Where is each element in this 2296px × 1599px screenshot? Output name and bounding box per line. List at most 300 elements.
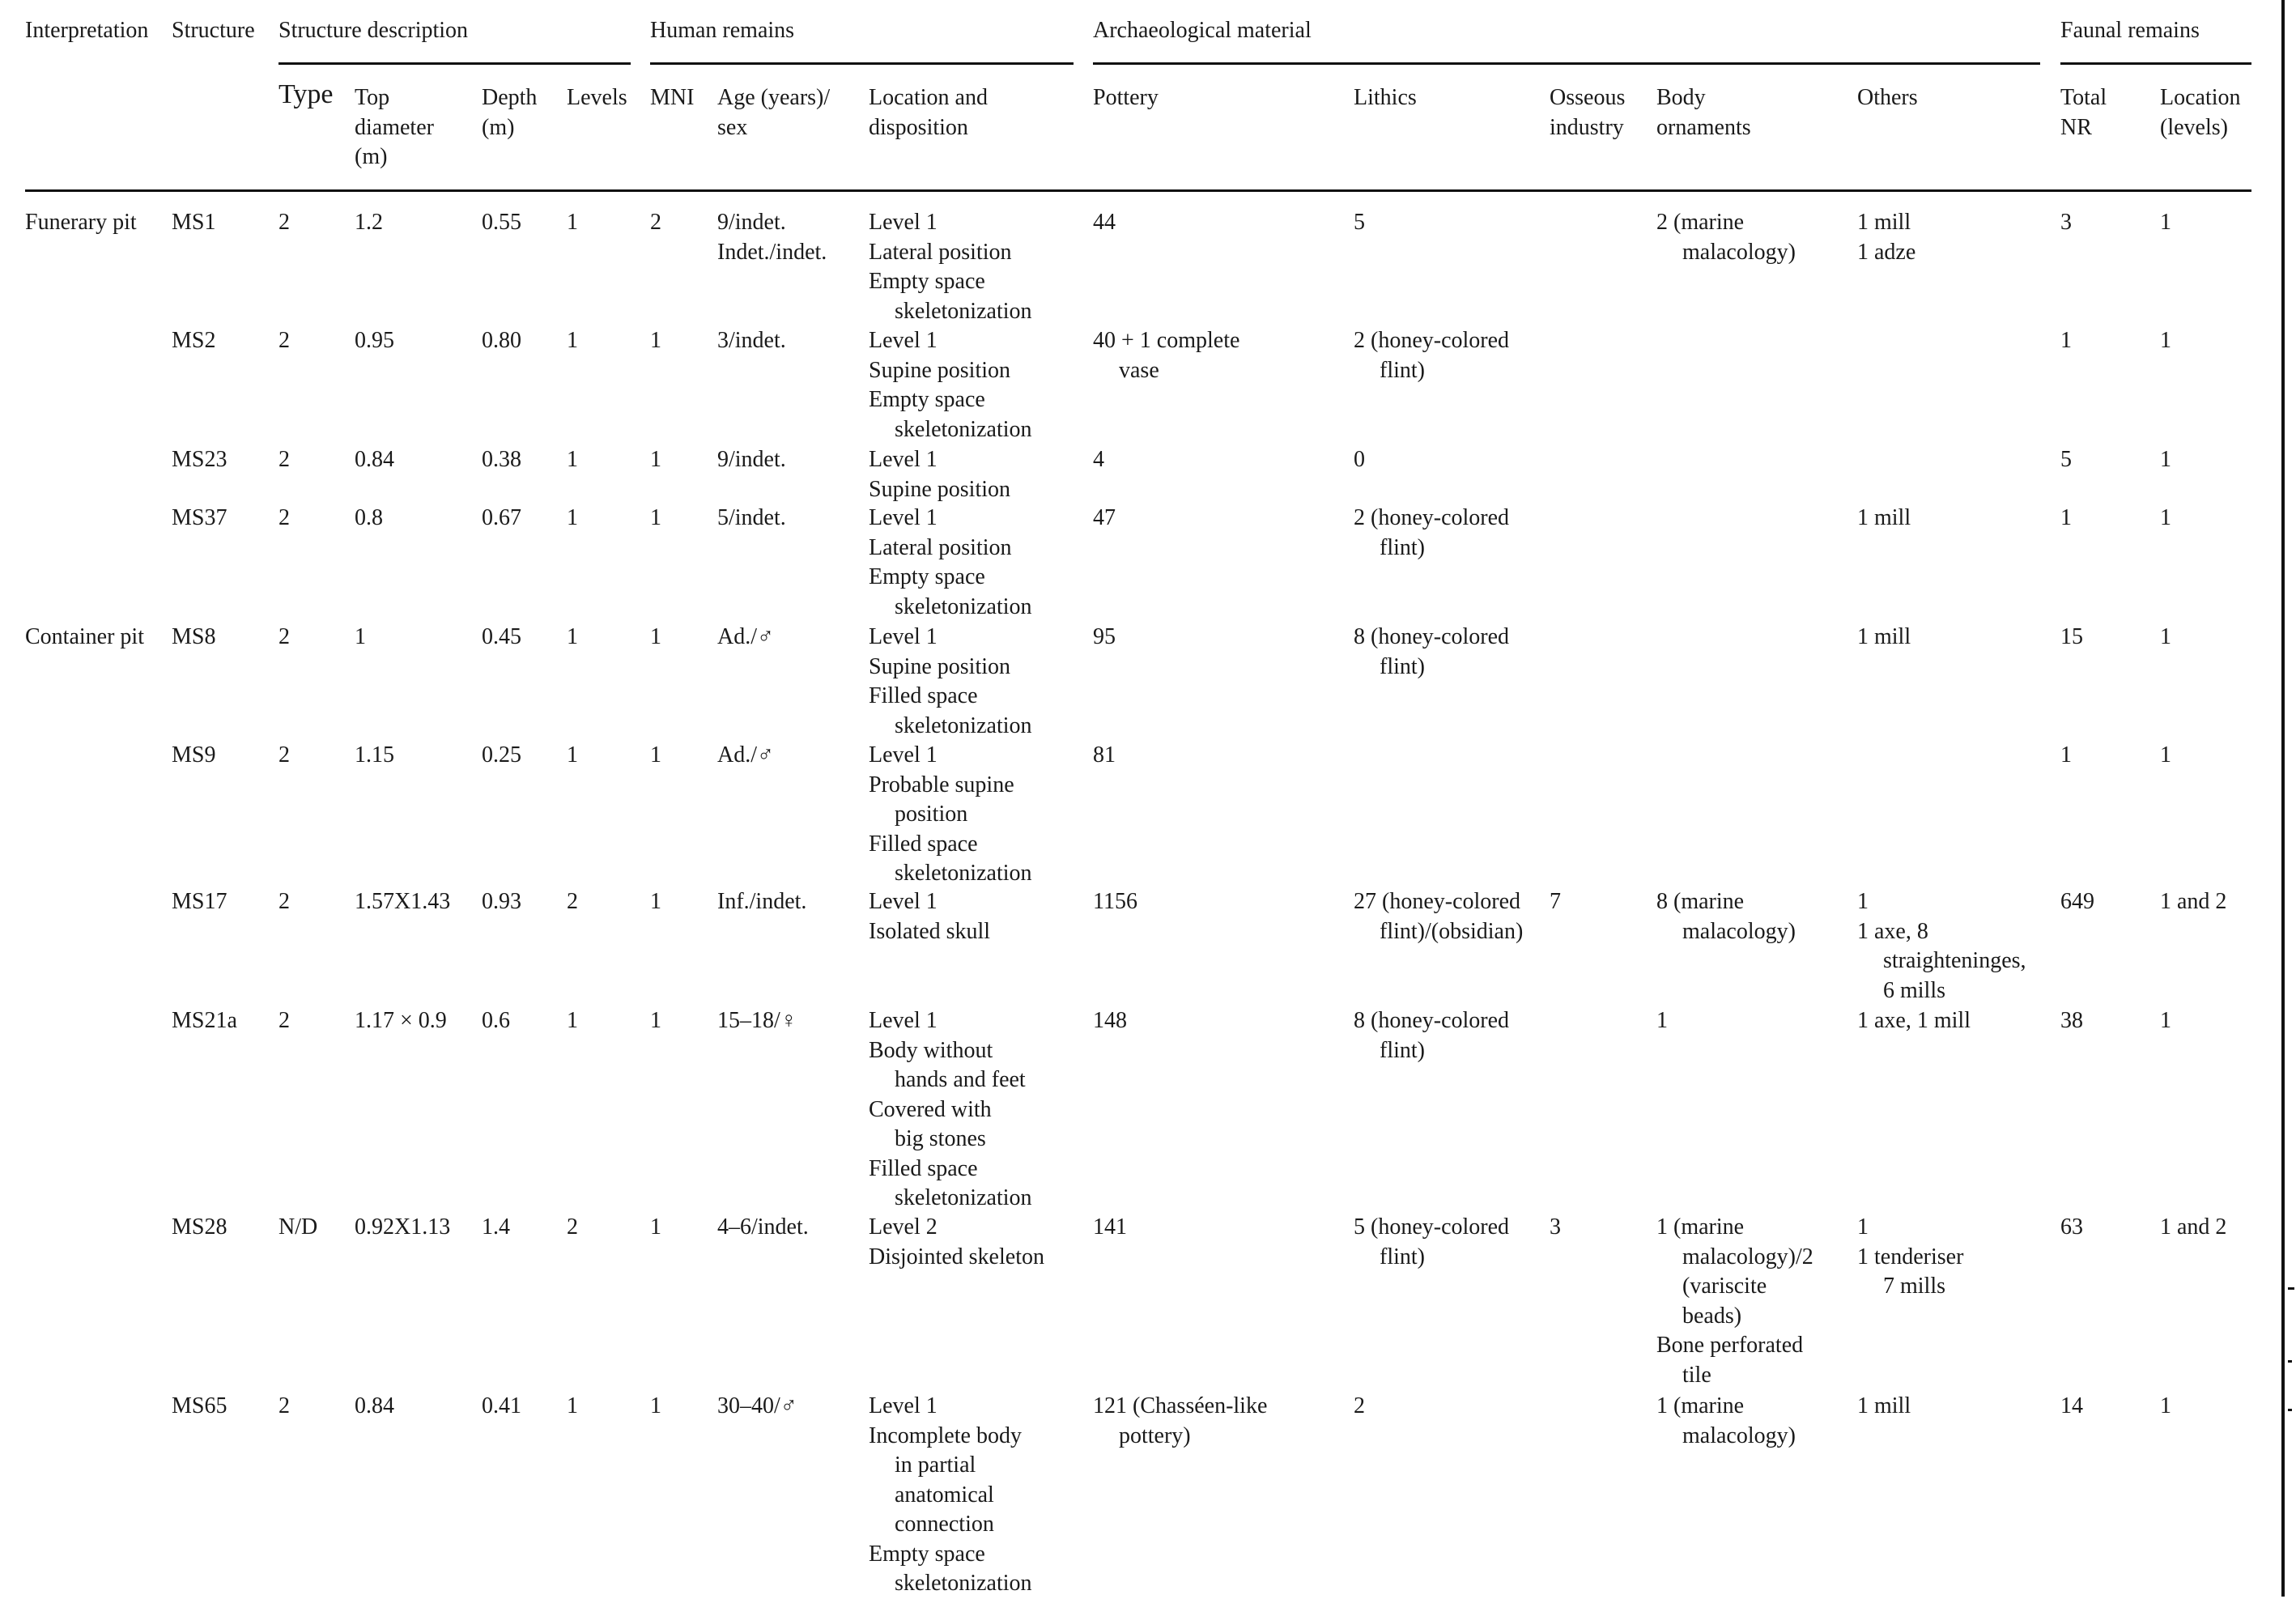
cell-depth-line: 1.4 <box>482 1214 510 1240</box>
cell-age-sex-line: 15–18/♀ <box>717 1008 797 1033</box>
cell-body-ornaments-line: malacology) <box>1682 1423 1796 1448</box>
cell-levels-line: 1 <box>567 624 578 649</box>
subheader-total-nr-line: Total <box>2060 85 2107 110</box>
cell-total-nr-line: 14 <box>2060 1393 2083 1418</box>
subheader-depth-line: Depth <box>482 85 538 110</box>
cell-mni-line: 1 <box>650 742 661 768</box>
subheader-body-ornaments <box>1656 83 1751 142</box>
cell-levels <box>567 208 578 238</box>
cell-top-diameter <box>355 623 366 653</box>
cell-age-sex-line: Indet./indet. <box>717 239 827 265</box>
subheader-type <box>278 80 334 110</box>
cell-top-diameter <box>355 1006 447 1036</box>
cell-body-ornaments-line: 1 (marine <box>1656 1393 1745 1418</box>
cell-location-disposition-line: Empty space <box>869 564 985 589</box>
cell-pottery <box>1093 208 1116 238</box>
cell-osseous-industry-line: 7 <box>1550 889 1561 914</box>
cell-lithics <box>1354 208 1365 238</box>
cell-age-sex-line: Ad./♂ <box>717 742 774 768</box>
cell-top-diameter-line: 0.95 <box>355 328 394 353</box>
cell-total-nr-line: 63 <box>2060 1214 2083 1240</box>
cell-pottery-line: 44 <box>1093 210 1116 235</box>
cell-structure-line: MS17 <box>172 889 227 914</box>
cell-body-ornaments-line: malacology) <box>1682 239 1796 265</box>
cell-type-line: 2 <box>278 505 290 530</box>
cell-location-levels <box>2160 208 2171 238</box>
cell-body-ornaments-line: 1 <box>1656 1008 1668 1033</box>
cell-top-diameter <box>355 1213 450 1243</box>
cell-total-nr-line: 649 <box>2060 889 2094 914</box>
cell-osseous-industry-line: 3 <box>1550 1214 1561 1240</box>
cell-age-sex <box>717 623 774 653</box>
cell-mni <box>650 1006 661 1036</box>
cell-location-disposition <box>869 504 1032 622</box>
cell-structure-line: MS1 <box>172 210 216 235</box>
subheader-total-nr-line: NR <box>2060 114 2092 140</box>
cell-location-disposition-line: Level 1 <box>869 505 938 530</box>
cell-structure-line: MS9 <box>172 742 216 768</box>
cell-location-disposition-line: position <box>895 802 968 827</box>
cell-location-disposition-line: Level 1 <box>869 447 938 472</box>
cell-body-ornaments <box>1656 1213 1813 1390</box>
cell-pottery-line: 47 <box>1093 505 1116 530</box>
cell-lithics <box>1354 623 1509 682</box>
cell-location-disposition <box>869 326 1032 444</box>
cell-others-line: 7 mills <box>1883 1274 1946 1299</box>
cell-structure <box>172 504 227 534</box>
cell-depth-line: 0.67 <box>482 505 521 530</box>
cell-lithics-line: flint) <box>1380 653 1425 679</box>
header-structure: Structure <box>172 18 255 43</box>
cell-osseous-industry <box>1550 887 1561 917</box>
cell-body-ornaments <box>1656 1392 1796 1451</box>
cell-location-disposition-line: Covered with <box>869 1096 992 1122</box>
cell-levels <box>567 445 578 475</box>
cell-total-nr-line: 1 <box>2060 505 2072 530</box>
subheader-others <box>1857 83 1918 113</box>
subheader-location-disposition <box>869 83 988 142</box>
cell-mni <box>650 741 661 771</box>
cell-structure-line: MS2 <box>172 328 216 353</box>
cell-total-nr <box>2060 1213 2083 1243</box>
cell-total-nr-line: 1 <box>2060 742 2072 768</box>
cell-top-diameter-line: 0.84 <box>355 1393 394 1418</box>
subheader-others-line: Others <box>1857 85 1918 110</box>
cell-lithics-line: 27 (honey-colored <box>1354 889 1521 914</box>
cell-lithics-line: flint) <box>1380 534 1425 560</box>
cell-location-levels <box>2160 741 2171 771</box>
header-human-remains: Human remains <box>650 18 795 43</box>
cell-total-nr-line: 1 <box>2060 328 2072 353</box>
cell-depth <box>482 1392 521 1422</box>
subheader-depth <box>482 83 537 142</box>
cell-location-levels-line: 1 and 2 <box>2160 1214 2227 1240</box>
cell-pottery-line: 95 <box>1093 624 1116 649</box>
cell-others <box>1857 504 1911 534</box>
cell-location-levels-line: 1 <box>2160 328 2171 353</box>
cell-mni <box>650 1213 661 1243</box>
cell-body-ornaments-line: Bone perforated <box>1656 1333 1804 1358</box>
cell-pottery-line: vase <box>1119 357 1159 383</box>
cell-levels <box>567 1213 578 1243</box>
cell-age-sex <box>717 326 786 356</box>
subheader-lithics-line: Lithics <box>1354 85 1417 110</box>
cell-type <box>278 741 290 771</box>
cell-location-levels <box>2160 623 2171 653</box>
cell-type <box>278 1006 290 1036</box>
cell-location-disposition-line: Level 1 <box>869 210 938 235</box>
cell-osseous-industry <box>1550 1213 1561 1243</box>
cell-structure <box>172 1006 237 1036</box>
subheader-age-sex-line: Age (years)/ <box>717 85 831 110</box>
subheader-location-levels-line: Location <box>2160 85 2241 110</box>
subheader-osseous-industry-line: industry <box>1550 114 1624 140</box>
cell-location-levels-line: 1 <box>2160 505 2171 530</box>
cell-type <box>278 887 290 917</box>
cell-location-levels-line: 1 <box>2160 210 2171 235</box>
cell-location-disposition-line: Level 1 <box>869 742 938 768</box>
cell-pottery-line: 81 <box>1093 742 1116 768</box>
cell-structure-line: MS37 <box>172 505 227 530</box>
cell-top-diameter <box>355 445 394 475</box>
rule-faunal-remains <box>2060 62 2251 65</box>
cell-interpretation <box>25 208 137 238</box>
cell-total-nr-line: 3 <box>2060 210 2072 235</box>
cell-body-ornaments <box>1656 208 1796 267</box>
cell-mni-line: 1 <box>650 889 661 914</box>
subheader-depth-line: (m) <box>482 114 515 140</box>
cell-depth <box>482 445 521 475</box>
cell-location-disposition <box>869 887 990 946</box>
cell-depth <box>482 504 521 534</box>
cell-levels-line: 1 <box>567 742 578 768</box>
cell-age-sex <box>717 887 806 917</box>
cell-type-line: 2 <box>278 624 290 649</box>
cell-type-line: 2 <box>278 1008 290 1033</box>
cell-mni-line: 1 <box>650 328 661 353</box>
cell-total-nr <box>2060 741 2072 771</box>
cell-location-disposition-line: skeletonization <box>895 593 1032 619</box>
edge-tick <box>2288 1409 2292 1411</box>
cell-pottery-line: 4 <box>1093 447 1104 472</box>
cell-depth <box>482 208 521 238</box>
cell-location-disposition-line: Level 1 <box>869 1393 938 1418</box>
cell-top-diameter-line: 1.15 <box>355 742 394 768</box>
cell-location-disposition <box>869 741 1032 889</box>
cell-location-disposition-line: Disjointed skeleton <box>869 1244 1044 1269</box>
subheader-mni-line: MNI <box>650 85 695 110</box>
cell-location-disposition-line: Level 2 <box>869 1214 938 1240</box>
cell-top-diameter-line: 0.8 <box>355 505 383 530</box>
cell-body-ornaments-line: malacology) <box>1682 918 1796 944</box>
cell-lithics-line: flint) <box>1380 357 1425 383</box>
cell-location-levels <box>2160 1392 2171 1422</box>
cell-body-ornaments-line: 8 (marine <box>1656 889 1745 914</box>
cell-structure <box>172 623 215 653</box>
cell-location-levels-line: 1 and 2 <box>2160 889 2227 914</box>
cell-structure <box>172 326 215 356</box>
cell-top-diameter <box>355 208 383 238</box>
cell-levels-line: 1 <box>567 328 578 353</box>
cell-top-diameter <box>355 326 394 356</box>
cell-location-disposition-line: Body without <box>869 1037 993 1063</box>
cell-age-sex <box>717 741 774 771</box>
cell-mni <box>650 887 661 917</box>
cell-others <box>1857 1213 1963 1302</box>
cell-body-ornaments-line: tile <box>1682 1362 1711 1388</box>
cell-others-line: straighteninges, <box>1883 948 2026 973</box>
cell-depth <box>482 1006 510 1036</box>
subheader-top-diameter <box>355 83 434 172</box>
cell-total-nr <box>2060 445 2072 475</box>
cell-pottery <box>1093 504 1116 534</box>
cell-lithics-line: 2 <box>1354 1393 1365 1418</box>
subheader-body-ornaments-line: Body <box>1656 85 1706 110</box>
cell-age-sex-line: 3/indet. <box>717 328 786 353</box>
cell-location-disposition-line: skeletonization <box>895 861 1032 886</box>
cell-location-disposition-line: Empty space <box>869 387 985 412</box>
cell-lithics-line: 5 (honey-colored <box>1354 1214 1510 1240</box>
cell-location-disposition <box>869 1213 1044 1272</box>
cell-total-nr-line: 15 <box>2060 624 2083 649</box>
cell-others-line: 1 <box>1857 889 1869 914</box>
cell-location-disposition-line: skeletonization <box>895 1571 1032 1596</box>
cell-age-sex-line: Ad./♂ <box>717 624 774 649</box>
subheader-age-sex <box>717 83 830 142</box>
cell-lithics <box>1354 887 1523 946</box>
subheader-top-diameter-line: (m) <box>355 144 388 169</box>
subheader-levels <box>567 83 627 113</box>
cell-others-line: 1 <box>1857 1214 1869 1240</box>
cell-total-nr <box>2060 1392 2083 1422</box>
cell-total-nr <box>2060 326 2072 356</box>
subheader-osseous-industry <box>1550 83 1625 142</box>
cell-interpretation <box>25 623 144 653</box>
cell-age-sex-line: 30–40/♂ <box>717 1393 797 1418</box>
cell-body-ornaments-line: 1 (marine <box>1656 1214 1745 1240</box>
cell-others-line: 1 mill <box>1857 1393 1911 1418</box>
cell-location-disposition <box>869 623 1032 741</box>
cell-structure <box>172 208 215 238</box>
cell-pottery-line: 148 <box>1093 1008 1127 1033</box>
cell-levels <box>567 1006 578 1036</box>
cell-top-diameter-line: 0.92X1.13 <box>355 1214 451 1240</box>
cell-depth-line: 0.55 <box>482 210 521 235</box>
cell-location-disposition-line: skeletonization <box>895 298 1032 324</box>
rule-archaeological-material <box>1093 62 2040 65</box>
cell-structure <box>172 741 215 771</box>
cell-pottery-line: 40 + 1 complete <box>1093 328 1240 353</box>
cell-depth-line: 0.45 <box>482 624 521 649</box>
cell-body-ornaments <box>1656 1006 1668 1036</box>
cell-age-sex <box>717 504 786 534</box>
cell-location-disposition-line: big stones <box>895 1126 986 1151</box>
subheader-mni <box>650 83 694 113</box>
cell-others-line: 1 tenderiser <box>1857 1244 1964 1269</box>
cell-total-nr <box>2060 504 2072 534</box>
cell-location-disposition-line: Lateral position <box>869 239 1012 265</box>
cell-depth-line: 0.6 <box>482 1008 510 1033</box>
cell-top-diameter-line: 1.2 <box>355 210 383 235</box>
subheader-levels-line: Levels <box>567 85 627 110</box>
cell-lithics-line: 0 <box>1354 447 1365 472</box>
cell-levels-line: 1 <box>567 1393 578 1418</box>
cell-type <box>278 1213 317 1243</box>
cell-location-disposition-line: connection <box>895 1512 994 1537</box>
cell-top-diameter <box>355 504 383 534</box>
cell-pottery-line: 141 <box>1093 1214 1127 1240</box>
subheader-total-nr <box>2060 83 2107 142</box>
cell-pottery-line: 121 (Chasséen-like <box>1093 1393 1268 1418</box>
cell-location-disposition-line: skeletonization <box>895 712 1032 738</box>
cell-others <box>1857 887 2026 1006</box>
cell-body-ornaments-line: 2 (marine <box>1656 210 1745 235</box>
cell-age-sex <box>717 1392 797 1422</box>
subheader-location-levels <box>2160 83 2241 142</box>
cell-type-line: 2 <box>278 742 290 768</box>
cell-mni-line: 1 <box>650 624 661 649</box>
cell-location-disposition-line: Supine position <box>869 357 1011 383</box>
cell-location-disposition-line: Level 1 <box>869 1008 938 1033</box>
cell-body-ornaments <box>1656 887 1796 946</box>
cell-mni-line: 1 <box>650 1008 661 1033</box>
subheader-location-disposition-line: Location and <box>869 85 988 110</box>
cell-type <box>278 208 290 238</box>
cell-age-sex <box>717 1006 797 1036</box>
header-interpretation: Interpretation <box>25 18 149 43</box>
cell-lithics <box>1354 504 1509 563</box>
cell-location-disposition <box>869 1392 1032 1599</box>
subheader-osseous-industry-line: Osseous <box>1550 85 1626 110</box>
subheader-location-levels-line: (levels) <box>2160 114 2228 140</box>
cell-pottery-line: 1156 <box>1093 889 1137 914</box>
cell-levels-line: 1 <box>567 1008 578 1033</box>
cell-location-disposition-line: Supine position <box>869 476 1011 502</box>
cell-location-disposition <box>869 208 1032 326</box>
cell-structure-line: MS28 <box>172 1214 227 1240</box>
cell-type-line: 2 <box>278 210 290 235</box>
cell-location-disposition-line: Level 1 <box>869 889 938 914</box>
subheader-age-sex-line: sex <box>717 114 748 140</box>
cell-location-disposition-line: Lateral position <box>869 534 1012 560</box>
subheader-top-diameter-line: diameter <box>355 114 434 140</box>
subheader-top-diameter-line: Top <box>355 85 390 110</box>
cell-others-line: 1 axe, 8 <box>1857 918 1928 944</box>
cell-levels <box>567 887 578 917</box>
cell-top-diameter-line: 1.17 × 0.9 <box>355 1008 447 1033</box>
cell-levels <box>567 504 578 534</box>
cell-top-diameter-line: 1.57X1.43 <box>355 889 451 914</box>
cell-pottery <box>1093 1392 1267 1451</box>
cell-levels-line: 1 <box>567 505 578 530</box>
cell-location-disposition <box>869 445 1010 504</box>
cell-location-levels <box>2160 1213 2226 1243</box>
cell-lithics-line: flint)/(obsidian) <box>1380 918 1524 944</box>
cell-depth <box>482 326 521 356</box>
cell-lithics <box>1354 1006 1509 1065</box>
cell-location-disposition-line: Level 1 <box>869 624 938 649</box>
cell-mni-line: 1 <box>650 447 661 472</box>
cell-others <box>1857 623 1911 653</box>
cell-depth <box>482 1213 510 1243</box>
cell-age-sex <box>717 208 827 267</box>
cell-top-diameter-line: 1 <box>355 624 366 649</box>
cell-location-disposition-line: Isolated skull <box>869 918 991 944</box>
cell-type <box>278 445 290 475</box>
cell-lithics-line: flint) <box>1380 1244 1425 1269</box>
cell-structure-line: MS21a <box>172 1008 237 1033</box>
cell-structure <box>172 887 227 917</box>
cell-location-disposition-line: Filled space <box>869 831 978 857</box>
cell-pottery-line: pottery) <box>1119 1423 1191 1448</box>
cell-levels-line: 1 <box>567 210 578 235</box>
cell-others-line: 1 mill <box>1857 210 1911 235</box>
cell-location-levels <box>2160 887 2226 917</box>
cell-depth-line: 0.25 <box>482 742 521 768</box>
cell-location-disposition-line: skeletonization <box>895 416 1032 442</box>
cell-age-sex <box>717 445 786 475</box>
cell-type-line: 2 <box>278 447 290 472</box>
subheader-pottery <box>1093 83 1159 113</box>
cell-others-line: 6 mills <box>1883 977 1946 1003</box>
cell-others <box>1857 1006 1971 1036</box>
cell-lithics <box>1354 1392 1365 1422</box>
cell-pottery <box>1093 623 1116 653</box>
cell-type <box>278 1392 290 1422</box>
cell-age-sex-line: 4–6/indet. <box>717 1214 809 1240</box>
cell-location-disposition-line: Empty space <box>869 269 985 294</box>
cell-age-sex-line: 5/indet. <box>717 505 786 530</box>
cell-pottery <box>1093 445 1104 475</box>
cell-location-levels-line: 1 <box>2160 742 2171 768</box>
cell-location-disposition <box>869 1006 1032 1214</box>
cell-top-diameter <box>355 1392 394 1422</box>
cell-location-levels <box>2160 504 2171 534</box>
cell-location-levels <box>2160 326 2171 356</box>
cell-age-sex-line: Inf./indet. <box>717 889 807 914</box>
cell-lithics <box>1354 1213 1509 1272</box>
cell-mni-line: 1 <box>650 1214 661 1240</box>
header-faunal-remains: Faunal remains <box>2060 18 2200 43</box>
cell-interpretation-line: Funerary pit <box>25 210 137 235</box>
cell-type-line: 2 <box>278 889 290 914</box>
cell-others-line: 1 mill <box>1857 505 1911 530</box>
cell-location-disposition-line: in partial <box>895 1452 976 1478</box>
cell-levels <box>567 741 578 771</box>
cell-total-nr-line: 38 <box>2060 1008 2083 1033</box>
cell-depth-line: 0.93 <box>482 889 521 914</box>
cell-mni <box>650 623 661 653</box>
cell-age-sex-line: 9/indet. <box>717 210 786 235</box>
cell-lithics-line: 2 (honey-colored <box>1354 328 1510 353</box>
cell-depth <box>482 741 521 771</box>
subheader-type-line: Type <box>278 79 334 109</box>
cell-others <box>1857 1392 1911 1422</box>
cell-structure-line: MS8 <box>172 624 216 649</box>
cell-age-sex-line: 9/indet. <box>717 447 786 472</box>
cell-structure <box>172 1213 227 1243</box>
cell-mni <box>650 504 661 534</box>
cell-lithics-line: 8 (honey-colored <box>1354 624 1510 649</box>
cell-total-nr <box>2060 1006 2083 1036</box>
subheader-body-ornaments-line: ornaments <box>1656 114 1751 140</box>
rule-human-remains <box>650 62 1074 65</box>
cell-mni <box>650 445 661 475</box>
cell-location-levels-line: 1 <box>2160 447 2171 472</box>
subheader-location-disposition-line: disposition <box>869 114 968 140</box>
cell-location-disposition-line: Probable supine <box>869 772 1014 797</box>
cell-levels-line: 1 <box>567 447 578 472</box>
